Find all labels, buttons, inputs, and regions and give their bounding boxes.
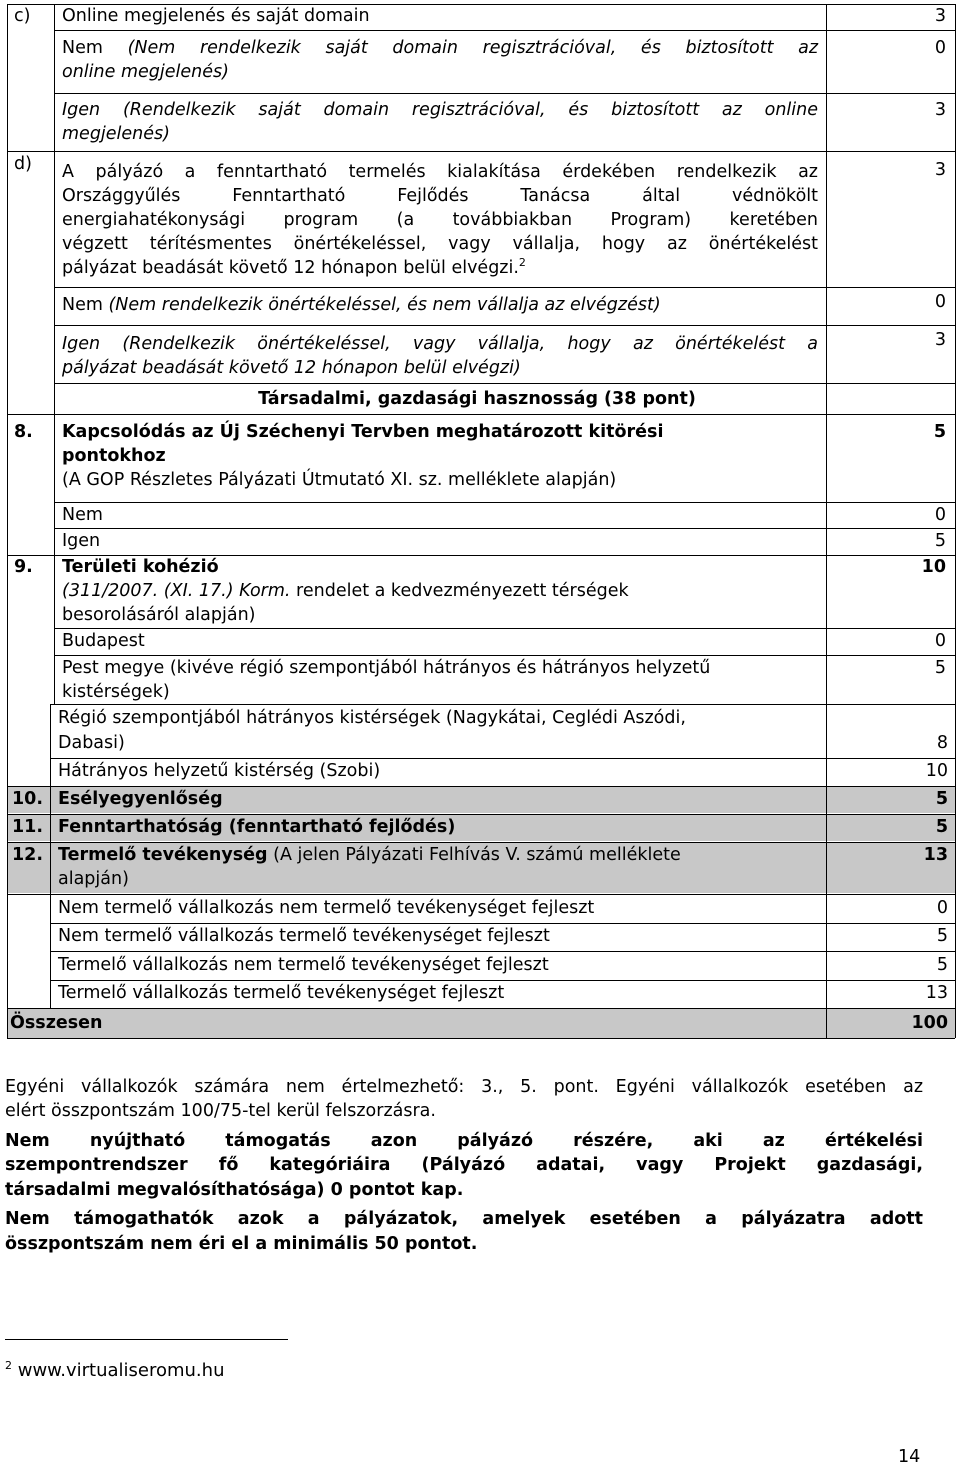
row-d-no: Nem (Nem rendelkezik önértékeléssel, és nem vállalja az elvégzést) [62, 295, 661, 315]
note-2-line3: társadalmi megvalósíthatósága) 0 pontot kap. [5, 1180, 464, 1200]
row-8-number: 8. [14, 422, 33, 442]
row-c-yes-line2: megjelenés) [62, 124, 170, 144]
row-d-yes-line1: Igen (Rendelkezik önértékeléssel, vagy vállalja, hogy az önértékelést a [62, 334, 818, 354]
total-label: Összesen [10, 1013, 103, 1033]
row-d-line-1: A pályázó a fenntartható termelés kialakítása érdekében rendelkezik az [62, 162, 818, 182]
row-8-title-line1: Kapcsolódás az Új Széchenyi Tervben meghatározott kitörési [62, 422, 664, 442]
row-8-subtitle: (A GOP Részletes Pályázati Útmutató XI. sz. melléklete alapján) [62, 470, 617, 490]
row-9-regio-points: 8 [936, 733, 948, 753]
row-c-yes-line1: Igen (Rendelkezik saját domain regisztrációval, és biztosított az online [62, 100, 818, 120]
row-8-no: Nem [62, 505, 103, 525]
row-9-points: 10 [921, 557, 946, 577]
row-10-points: 5 [935, 789, 948, 809]
row-c-points: 3 [934, 6, 946, 26]
row-12-option-4: Termelő vállalkozás termelő tevékenységet fejleszt [58, 983, 505, 1003]
row-9-subtitle-line1: (311/2007. (XI. 17.) Korm. rendelet a kedvezményezett térségek [62, 581, 629, 601]
row-10-title: Esélyegyenlőség [58, 789, 223, 809]
row-8-yes: Igen [62, 531, 101, 551]
row-9-pest-line1: Pest megye (kivéve régió szempontjából hátrányos és hátrányos helyzetű [62, 658, 711, 678]
page-number: 14 [898, 1447, 921, 1467]
footnote-number: 2 [5, 1359, 12, 1372]
row-c-no-line2: online megjelenés) [62, 62, 229, 82]
row-8-title-line2: pontokhoz [62, 446, 166, 466]
row-12-number: 12. [12, 845, 44, 865]
row-d-line-4: végzett térítésmentes önértékeléssel, vagy vállalja, hogy az önértékelést [62, 234, 818, 254]
row-9-budapest: Budapest [62, 631, 145, 651]
row-d-line-2: Országgyűlés Fenntartható Fejlődés Tanácsa által védnökölt [62, 186, 818, 206]
row-9-regio-line1: Régió szempontjából hátrányos kistérségek (Nagykátai, Ceglédi Aszódi, [58, 708, 686, 728]
row-9-hatranyos-points: 10 [925, 761, 948, 781]
row-8-points: 5 [933, 422, 946, 442]
row-12-option-4-points: 13 [925, 983, 948, 1003]
row-d-points: 3 [934, 160, 946, 180]
row-c-no-points: 0 [934, 38, 946, 58]
row-c-no-line1: Nem (Nem rendelkezik saját domain regisztrációval, és biztosított az [62, 38, 819, 58]
row-d-label: d) [14, 154, 32, 174]
row-12-title-line2: alapján) [58, 869, 129, 889]
row-d-yes-points: 3 [934, 330, 946, 350]
row-11-title: Fenntarthatóság (fenntartható fejlődés) [58, 817, 456, 837]
row-11-number: 11. [12, 817, 44, 837]
row-9-number: 9. [14, 557, 33, 577]
note-1-line1: Egyéni vállalkozók számára nem értelmezhető: 3., 5. pont. Egyéni vállalkozók esetében az [5, 1077, 923, 1097]
row-8-yes-points: 5 [934, 531, 946, 551]
row-9-title: Területi kohézió [62, 557, 219, 577]
row-9-hatranyos: Hátrányos helyzetű kistérség (Szobi) [58, 761, 381, 781]
row-c-title: Online megjelenés és saját domain [62, 6, 370, 26]
row-d-no-points: 0 [934, 292, 946, 312]
row-9-regio-line2: Dabasi) [58, 733, 125, 753]
row-9-pest-points: 5 [934, 658, 946, 678]
note-2-line1: Nem nyújtható támogatás azon pályázó részére, aki az értékelési [5, 1131, 923, 1151]
row-d-line-3: energiahatékonysági program (a továbbiakban Program) keretében [62, 210, 818, 230]
row-d-line-5: pályázat beadását követő 12 hónapon belül elvégzi.$^2$ [62, 256, 526, 278]
row-11-points: 5 [935, 817, 948, 837]
row-12-option-3-points: 5 [936, 955, 948, 975]
row-9-budapest-points: 0 [934, 631, 946, 651]
row-9-pest-line2: kistérségek) [62, 682, 170, 702]
row-d-yes-line2: pályázat beadását követő 12 hónapon belül elvégzi) [62, 358, 521, 378]
row-9-subtitle-line2: besorolásáról alapján) [62, 605, 256, 625]
footnote [5, 1360, 224, 1382]
row-c-yes-points: 3 [934, 100, 946, 120]
footnote-ref: 2 [518, 256, 526, 269]
total-points: 100 [911, 1013, 948, 1033]
note-3-line2: összpontszám nem éri el a minimális 50 pontot. [5, 1234, 478, 1254]
row-12-option-3: Termelő vállalkozás nem termelő tevékenységet fejleszt [58, 955, 549, 975]
note-1-line2: elért összpontszám 100/75-tel kerül felszorzásra. [5, 1101, 436, 1121]
footnote-link[interactable]: www.virtualiseromu.hu [17, 1360, 225, 1381]
row-12-option-2-points: 5 [936, 926, 948, 946]
row-12-option-2: Nem termelő vállalkozás termelő tevékenységet fejleszt [58, 926, 550, 946]
row-c-label: c) [14, 6, 31, 26]
section-heading-social: Társadalmi, gazdasági hasznosság (38 pont) [258, 389, 696, 409]
row-12-points: 13 [923, 845, 948, 865]
note-3-line1: Nem támogathatók azok a pályázatok, amelyek esetében a pályázatra adott [5, 1209, 923, 1229]
row-12-title-line1: Termelő tevékenység (A jelen Pályázati Felhívás V. számú melléklete [58, 845, 681, 865]
total-row-background [7, 1009, 956, 1038]
row-12-option-1: Nem termelő vállalkozás nem termelő tevékenységet fejleszt [58, 898, 595, 918]
row-10-number: 10. [12, 789, 44, 809]
note-2-line2: szempontrendszer fő kategóriáira (Pályázó adatai, vagy Projekt gazdasági, [5, 1155, 923, 1175]
row-8-no-points: 0 [934, 505, 946, 525]
footnote-separator [5, 1339, 288, 1340]
row-12-option-1-points: 0 [936, 898, 948, 918]
